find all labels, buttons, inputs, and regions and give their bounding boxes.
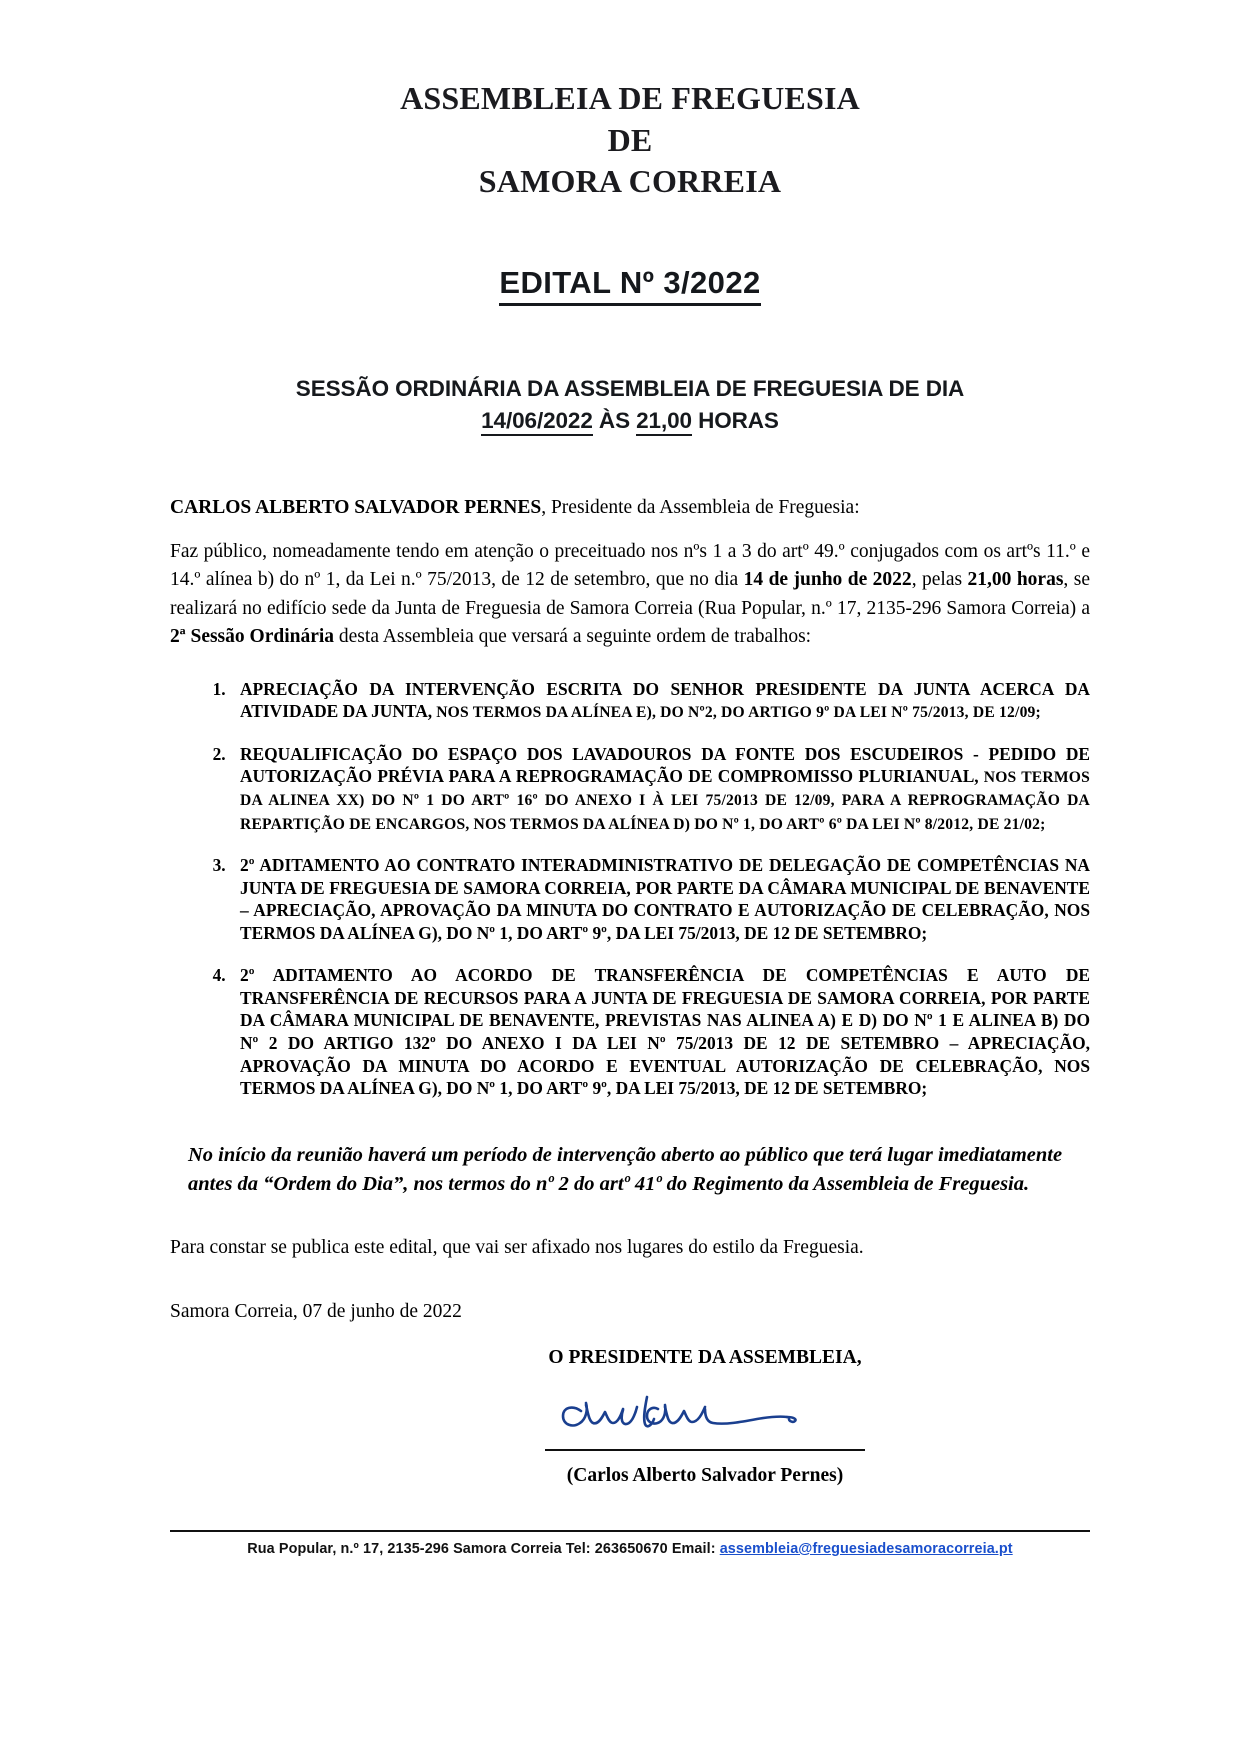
- session-subtitle: [170, 373, 1090, 437]
- agenda-item: [230, 964, 1090, 1100]
- paragraph-part-2: , pelas: [911, 569, 968, 591]
- page-title: [170, 265, 1090, 301]
- session-subtitle-separator: ÀS: [592, 407, 637, 433]
- page-footer: [170, 1530, 1090, 1557]
- agenda-item-smallcaps: NOS TERMOS DA ALINEA XX) DO Nº 1 DO ARTº 16º DO ANEXO I À LEI 75/2013 DE 12/09, PARA A REPROGRAMAÇÃO DA REPARTIÇÃO DE ENCARGOS, NOS TERMOS DA ALÍNEA D) DO Nº 1, DO ARTº 6º DA LEI Nº 8/2012, DE 21/02;: [240, 769, 1090, 833]
- footer-address: Rua Popular, n.º 17, 2135-296 Samora Correia Tel: 263650670 Email:: [247, 1541, 720, 1557]
- signature-title: O PRESIDENTE DA ASSEMBLEIA,: [548, 1346, 862, 1368]
- paragraph-part-3: , se realizará no edifício sede da Junta de Freguesia de Samora Correia (Rua Popular, n.º 17, 2135-296 Samora Correia) a: [170, 569, 1090, 619]
- org-header-line-1: ASSEMBLEIA DE FREGUESIA: [400, 80, 860, 116]
- footer-divider: [170, 1530, 1090, 1532]
- agenda-item: [230, 854, 1090, 945]
- agenda-item: [230, 743, 1090, 835]
- meeting-time-bold: 21,00 horas: [967, 569, 1064, 591]
- session-date: 14/06/2022: [481, 408, 593, 436]
- agenda-item-caps: 2º ADITAMENTO AO ACORDO DE TRANSFERÊNCIA DE COMPETÊNCIAS E AUTO DE TRANSFERÊNCIA DE RECURSOS PARA A JUNTA DE FREGUESIA DE SAMORA CORREIA, POR PARTE DA CÂMARA MUNICIPAL DE BENAVENTE, PREVISTAS NAS ALINEA A) E D) DO Nº 1 E ALINEA B) DO Nº 2 DO ARTIGO 132º DO ANEXO I DA LEI Nº 75/2013 DE 12 DE SETEMBRO – APRECIAÇÃO, APROVAÇÃO DA MINUTA DO ACORDO E EVENTUAL AUTORIZAÇÃO DE CELEBRAÇÃO, NOS TERMOS DA ALÍNEA G), DO Nº 1, DO ARTº 9º, DA LEI 75/2013, DE 12 DE SETEMBRO;: [240, 965, 1090, 1099]
- president-name: CARLOS ALBERTO SALVADOR PERNES: [170, 496, 542, 518]
- president-intro-line: [170, 495, 1090, 521]
- agenda-item-caps: 2º ADITAMENTO AO CONTRATO INTERADMINISTRATIVO DE DELEGAÇÃO DE COMPETÊNCIAS NA JUNTA DE FREGUESIA DE SAMORA CORREIA, POR PARTE DA CÂMARA MUNICIPAL DE BENAVENTE – APRECIAÇÃO, APROVAÇÃO DA MINUTA DO CONTRATO E AUTORIZAÇÃO DE CELEBRAÇÃO, NOS TERMOS DA ALÍNEA G), DO Nº 1, DO ARTº 9º, DA LEI 75/2013, DE 12 DE SETEMBRO;: [240, 854, 1090, 943]
- edital-number: EDITAL Nº 3/2022: [499, 265, 760, 306]
- agenda-item: [230, 678, 1090, 724]
- handwritten-signature-icon: [555, 1385, 855, 1447]
- footer-email-link[interactable]: assembleia@freguesiadesamoracorreia.pt: [719, 1541, 1013, 1557]
- president-role: , Presidente da Assembleia de Freguesia:: [541, 496, 860, 518]
- session-name-bold: 2ª Sessão Ordinária: [170, 626, 335, 648]
- org-header-line-2: DE: [607, 121, 653, 158]
- agenda-item-caps: APRECIAÇÃO DA INTERVENÇÃO ESCRITA DO SENHOR PRESIDENTE DA JUNTA ACERCA DA ATIVIDADE DA JUNTA,: [240, 678, 1090, 722]
- session-subtitle-tail: HORAS: [691, 407, 779, 433]
- main-paragraph: [170, 538, 1090, 652]
- document-content: [170, 0, 1090, 1487]
- session-time: 21,00: [636, 408, 692, 436]
- signature-block: [170, 1347, 1090, 1487]
- session-subtitle-line-1: SESSÃO ORDINÁRIA DA ASSEMBLEIA DE FREGUESIA DE DIA: [295, 375, 965, 401]
- session-subtitle-line-2: [170, 405, 1090, 437]
- meeting-date-bold: 14 de junho de 2022: [743, 569, 912, 591]
- footer-contact: [170, 1541, 1090, 1557]
- signature-name: (Carlos Alberto Salvador Pernes): [566, 1464, 844, 1486]
- org-header-line-3: SAMORA CORREIA: [478, 163, 782, 200]
- paragraph-part-4: desta Assembleia que versará a seguinte ordem de trabalhos:: [334, 626, 812, 648]
- paragraph-part-1: Faz público, nomeadamente tendo em atenção o preceituado nos nºs 1 a 3 do artº 49.º conjugados com os artºs 11.º e 14.º alínea b) do nº 1, da Lei n.º 75/2013, de 12 de setembro, que no dia: [170, 540, 1090, 591]
- agenda-item-smallcaps: NOS TERMOS DA ALÍNEA E), DO Nº2, DO ARTIGO 9º DA LEI Nº 75/2013, DE 12/09;: [432, 704, 1041, 722]
- public-intervention-note: No início da reunião haverá um período de intervenção aberto ao público que terá lugar imediatamente antes da “Ordem do Dia”, nos termos do nº 2 do artº 41º do Regimento da Assembleia de Freguesia.: [188, 1143, 1063, 1196]
- signature-area: [320, 1375, 1090, 1459]
- agenda-item-caps: REQUALIFICAÇÃO DO ESPAÇO DOS LAVADOUROS DA FONTE DOS ESCUDEIROS - PEDIDO DE AUTORIZAÇÃO PRÉVIA PARA A REPROGRAMAÇÃO DE COMPROMISSO PLURIANUAL,: [240, 743, 1090, 787]
- agenda-list: [170, 678, 1090, 1101]
- closing-statement: Para constar se publica este edital, que vai ser afixado nos lugares do estilo da Freguesia.: [170, 1236, 864, 1258]
- place-and-date: Samora Correia, 07 de junho de 2022: [170, 1300, 462, 1322]
- organisation-header: [170, 78, 1090, 203]
- signature-line: [545, 1449, 865, 1451]
